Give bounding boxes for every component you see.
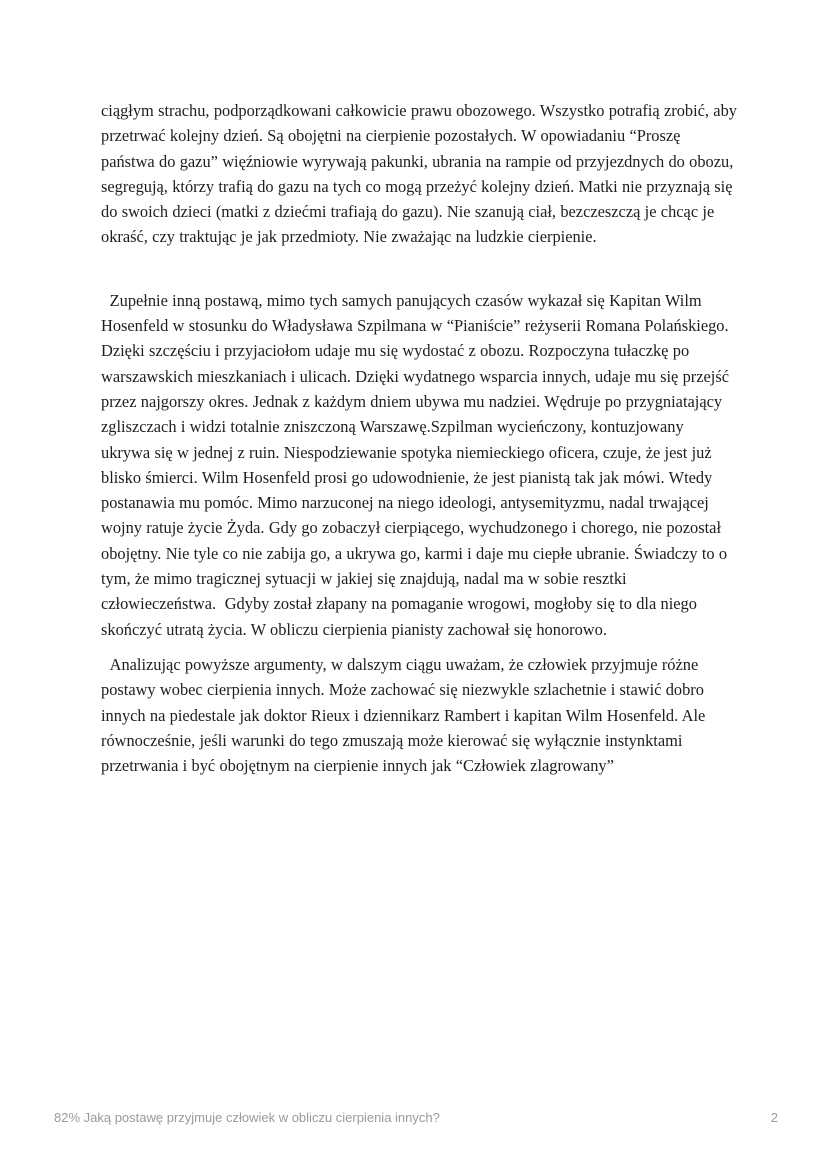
footer-title: 82% Jaką postawę przyjmuje człowiek w obliczu cierpienia innych? — [54, 1110, 440, 1125]
paragraph: Analizując powyższe argumenty, w dalszym ciągu uważam, że człowiek przyjmuje różne postawy wobec cierpienia innych. Może zachować się niezwykle szlachetnie i stawić dobro innych na piedestale jak doktor Rieux i dziennikarz Rambert i kapitan Wilm Hosenfeld. Ale równocześnie, jeśli warunki do tego zmuszają może kierować się wyłącznie instynktami przetrwania i być obojętnym na cierpienie innych jak “Człowiek zlagrowany” — [101, 654, 710, 776]
paragraph-spacer — [101, 250, 737, 288]
page-footer — [54, 1110, 778, 1130]
page-number: 2 — [770, 1110, 778, 1125]
paragraph: Zupełnie inną postawą, mimo tych samych panujących czasów wykazał się Kapitan Wilm Hosenfeld w stosunku do Władysława Szpilmana w “Pianiście” reżyserii Romana Polańskiego. Dzięki szczęściu i przyjaciołom udaje mu się wydostać z obozu. Rozpoczyna tułaczkę po warszawskich mieszkaniach i ulicach. Dzięki wydatnego wsparcia innych, udaje mu się przejść przez najgorszy okres. Jednak z każdym dniem ubywa mu nadziei. Wędruje po przygniatający zgliszczach i widzi totalnie zniszczoną Warszawę.Szpilman wycieńczony, kontuzjowany ukrywa się w jednej z ruin. Niespodziewanie spotyka niemieckiego oficera, czuje, że jest już blisko śmierci. Wilm Hosenfeld prosi go udowodnienie, że jest pianistą tak jak mówi. Wtedy postanawia mu pomóc. Mimo narzuconej na niego ideologi, antysemityzmu, nadal trwającej wojny ratuje życie Żyda. Gdy go zobaczył cierpiącego, wychudzonego i chorego, nie pozostał obojętny. Nie tyle co nie zabija go, a ukrywa go, karmi i daje mu ciepłe ubranie. Świadczy to o tym, że mimo tragicznej sytuacji w jakiej się znajdują, nadal ma w sobie resztki człowieczeństwa. Gdyby został złapany na pomaganie wrogowi, mogłoby się to dla niego skończyć utratą życia. W obliczu cierpienia pianisty zachował się honorowo. — [101, 290, 734, 639]
paragraph: ciągłym strachu, podporządkowani całkowicie prawu obozowego. Wszystko potrafią zrobić, aby przetrwać kolejny dzień. Są obojętni na cierpienie pozostałych. W opowiadaniu “Proszę państwa do gazu” więźniowie wyrywają pakunki, ubrania na rampie od przyjezdnych do obozu, segregują, którzy trafią do gazu na tych co mogą przeżyć kolejny dzień. Matki nie przyznają się do swoich dzieci (matki z dziećmi trafiają do gazu). Nie szanują ciał, bezczeszczą je chcąc je okraść, czy traktując je jak przedmioty. Nie zważając na ludzkie cierpienie. — [101, 101, 742, 247]
document-body — [101, 98, 742, 778]
